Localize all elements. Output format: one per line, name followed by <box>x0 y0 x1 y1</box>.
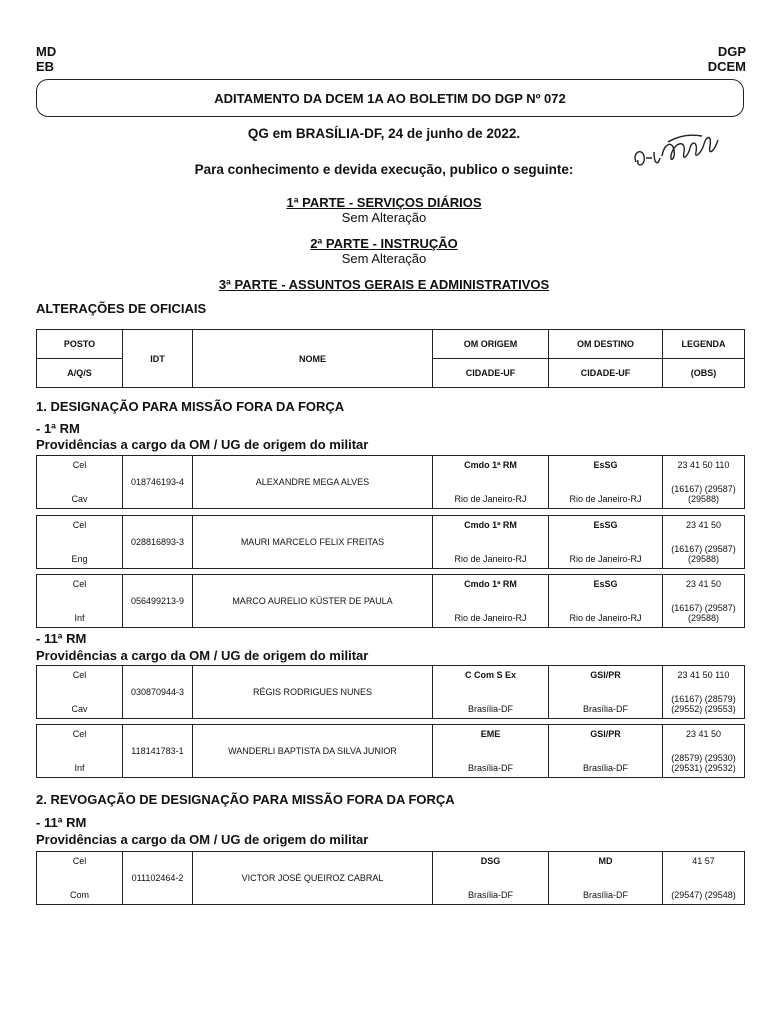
idt: 056499213-9 <box>123 575 193 628</box>
om-origem-cidade: Brasília-DF <box>467 704 513 714</box>
sec1-rm11: - 11ª RM <box>36 631 87 646</box>
om-destino-cidade: Rio de Janeiro-RJ <box>569 554 642 564</box>
aqs: Inf <box>74 613 85 623</box>
nome: ALEXANDRE MEGA ALVES <box>193 456 433 509</box>
col-aqs: A/Q/S <box>37 359 123 388</box>
posto: Cel <box>72 460 87 470</box>
om-destino: GSI/PR <box>590 670 621 680</box>
col-om-origem: OM ORIGEM <box>433 330 549 359</box>
legenda-obs: (16167) (29587) <box>671 603 736 613</box>
officer-row-table <box>36 665 745 719</box>
officer-row-table <box>36 724 745 778</box>
om-destino: EsSG <box>593 520 618 530</box>
officer-row-table <box>36 455 745 509</box>
intro-text: Para conhecimento e devida execução, publico o seguinte: <box>194 162 574 177</box>
legenda-codes: 23 41 50 110 <box>677 460 730 470</box>
om-origem-cidade: Brasília-DF <box>467 890 513 900</box>
aqs: Com <box>69 890 89 900</box>
part1 <box>0 195 768 225</box>
idt: 030870944-3 <box>123 666 193 719</box>
om-destino-cidade: Rio de Janeiro-RJ <box>569 613 642 623</box>
aqs: Cav <box>71 704 88 714</box>
om-origem: DSG <box>480 856 501 866</box>
col-obs: (OBS) <box>663 359 745 388</box>
part2 <box>0 236 768 266</box>
sec2-title: 2. REVOGAÇÃO DE DESIGNAÇÃO PARA MISSÃO FORA DA FORÇA <box>36 792 455 807</box>
om-destino-cidade: Brasília-DF <box>582 890 628 900</box>
nome: MARCO AURELIO KÜSTER DE PAULA <box>193 575 433 628</box>
om-origem: Cmdo 1ª RM <box>464 579 517 589</box>
om-destino: EsSG <box>593 460 618 470</box>
document-title: ADITAMENTO DA DCEM 1A AO BOLETIM DO DGP Nº 072 <box>214 90 566 106</box>
header-dgp: DGP <box>717 44 746 59</box>
col-legenda: LEGENDA <box>663 330 745 359</box>
legenda-obs-2: (29588) <box>687 613 720 623</box>
header-left <box>36 44 56 74</box>
legenda-obs: (16167) (29587) <box>671 484 736 494</box>
officer-row-table <box>36 574 745 628</box>
posto: Cel <box>72 856 87 866</box>
posto: Cel <box>72 670 87 680</box>
sec1-prov11: Providências a cargo da OM / UG de origem do militar <box>36 648 369 663</box>
aqs: Inf <box>74 763 85 773</box>
col-nome: NOME <box>193 330 433 388</box>
sec1-prov1: Providências a cargo da OM / UG de origem do militar <box>36 437 369 452</box>
col-cidade-uf-destino: CIDADE-UF <box>549 359 663 388</box>
officer-row-table <box>36 851 745 905</box>
legenda-obs-2: (29588) <box>687 494 720 504</box>
om-origem-cidade: Rio de Janeiro-RJ <box>454 613 527 623</box>
posto: Cel <box>72 520 87 530</box>
col-cidade-uf-origem: CIDADE-UF <box>433 359 549 388</box>
legenda-codes: 23 41 50 <box>685 729 722 739</box>
legenda-obs: (16167) (29587) <box>671 544 736 554</box>
nome: VICTOR JOSÉ QUEIROZ CABRAL <box>193 852 433 905</box>
col-posto: POSTO <box>37 330 123 359</box>
om-origem: C Com S Ex <box>464 670 516 680</box>
legenda-codes: 23 41 50 <box>685 520 722 530</box>
om-origem: Cmdo 1ª RM <box>464 520 517 530</box>
header-table <box>36 329 745 388</box>
idt: 118141783-1 <box>123 725 193 778</box>
posto: Cel <box>72 729 87 739</box>
legenda-codes: 41 57 <box>692 856 715 866</box>
sec2-rm11: - 11ª RM <box>36 815 87 830</box>
signature-image <box>628 122 728 182</box>
document-title-box <box>36 79 744 117</box>
sec1-rm1: - 1ª RM <box>36 421 80 436</box>
om-destino: EsSG <box>593 579 618 589</box>
aqs: Eng <box>71 554 88 564</box>
col-om-destino: OM DESTINO <box>549 330 663 359</box>
part1-sub: Sem Alteração <box>341 210 427 225</box>
part3-title: 3ª PARTE - ASSUNTOS GERAIS E ADMINISTRATIVOS <box>218 277 550 292</box>
om-destino-cidade: Brasília-DF <box>582 763 628 773</box>
part3 <box>0 277 768 292</box>
legenda-obs: (16167) (28579) <box>671 694 736 704</box>
part2-sub: Sem Alteração <box>341 251 427 266</box>
header-dcem: DCEM <box>707 59 746 74</box>
sec1-title: 1. DESIGNAÇÃO PARA MISSÃO FORA DA FORÇA <box>36 399 345 414</box>
aqs: Cav <box>71 494 88 504</box>
nome: RÉGIS RODRIGUES NUNES <box>193 666 433 719</box>
legenda-obs: (28579) (29530) <box>671 753 736 763</box>
col-idt: IDT <box>123 330 193 388</box>
sec2-prov11: Providências a cargo da OM / UG de origem do militar <box>36 832 369 847</box>
legenda-obs: (29547) (29548) <box>671 890 736 900</box>
alteracoes-title: ALTERAÇÕES DE OFICIAIS <box>36 301 207 316</box>
om-origem: Cmdo 1ª RM <box>464 460 517 470</box>
legenda-codes: 23 41 50 110 <box>677 670 730 680</box>
idt: 011102464-2 <box>123 852 193 905</box>
legenda-obs-2: (29552) (29553) <box>671 704 736 714</box>
officer-row-table <box>36 515 745 569</box>
posto: Cel <box>72 579 87 589</box>
part1-title: 1ª PARTE - SERVIÇOS DIÁRIOS <box>286 195 482 210</box>
header-right <box>708 44 746 74</box>
legenda-obs-2: (29531) (29532) <box>671 763 736 773</box>
om-origem-cidade: Rio de Janeiro-RJ <box>454 554 527 564</box>
header-eb: EB <box>36 59 55 74</box>
place-date: QG em BRASÍLIA-DF, 24 de junho de 2022. <box>247 126 521 141</box>
om-origem-cidade: Rio de Janeiro-RJ <box>454 494 527 504</box>
om-origem: EME <box>480 729 501 739</box>
header-md: MD <box>36 44 57 59</box>
om-destino-cidade: Brasília-DF <box>582 704 628 714</box>
idt: 028816893-3 <box>123 516 193 569</box>
legenda-codes: 23 41 50 <box>685 579 722 589</box>
om-destino-cidade: Rio de Janeiro-RJ <box>569 494 642 504</box>
om-destino: GSI/PR <box>590 729 621 739</box>
idt: 018746193-4 <box>123 456 193 509</box>
nome: WANDERLI BAPTISTA DA SILVA JUNIOR <box>193 725 433 778</box>
nome: MAURI MARCELO FELIX FREITAS <box>193 516 433 569</box>
om-destino: MD <box>598 856 613 866</box>
part2-title: 2ª PARTE - INSTRUÇÃO <box>310 236 458 251</box>
legenda-obs-2: (29588) <box>687 554 720 564</box>
om-origem-cidade: Brasília-DF <box>467 763 513 773</box>
